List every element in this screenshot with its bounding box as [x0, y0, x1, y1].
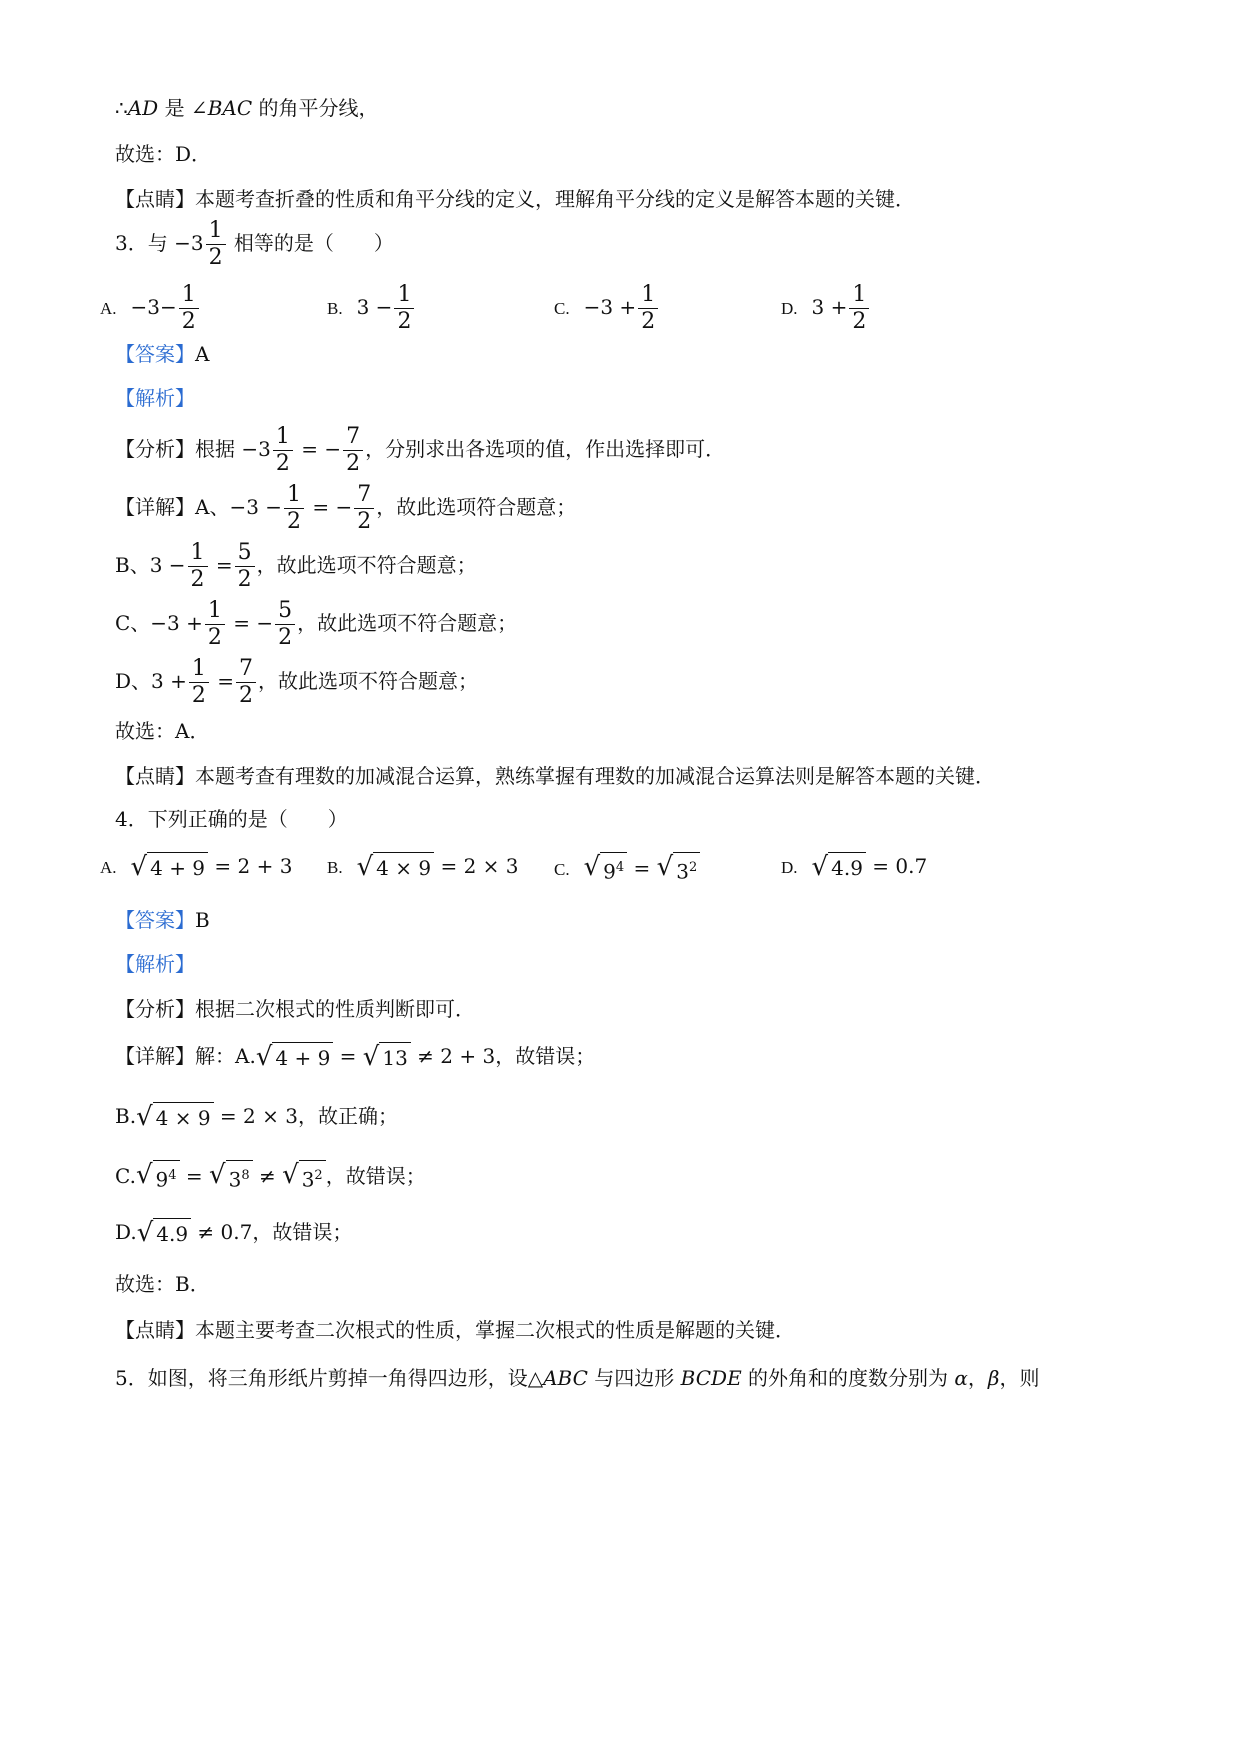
fenxi-q3: 【分析】根据 −3 $\frac{1}{2}$ = − $\frac{7}{2}$ ，分别求出各选项的值，作出选择即可． [115, 424, 726, 476]
fraction: $\frac{1}{2}$ [205, 598, 225, 651]
fraction: $\frac{7}{2}$ [354, 482, 374, 535]
q4-option-c: C. √ $9^4$ = √ $3^2$ [554, 852, 700, 887]
question-3: 3．与 −3 $\frac{1}{2}$ 相等的是（ ） [115, 218, 394, 270]
question-4: 4．下列正确的是（ ） [115, 807, 348, 831]
analysis-tag-q4: 【解析】 [115, 952, 195, 976]
q4-option-d: D. √ 4.9 = 0.7 [781, 852, 928, 882]
answer-q4: 【答案】B [115, 908, 210, 932]
sqrt: √ 4.9 [137, 1218, 191, 1249]
q3-option-a: A. −3− $\frac{1}{2}$ [100, 282, 201, 335]
sqrt: √ $9^4$ [584, 852, 628, 887]
sqrt: √ 4 + 9 [256, 1042, 334, 1073]
line-note-q2: 【点睛】本题考查折叠的性质和角平分线的定义，理解角平分线的定义是解答本题的关键． [115, 187, 915, 211]
answer-tag: 【答案】 [115, 908, 195, 932]
answer-q3: 【答案】A [115, 342, 210, 366]
sqrt: √ 4 + 9 [131, 852, 209, 883]
fraction: $\frac{1}{2}$ [188, 540, 208, 593]
q4-option-a: A. √ 4 + 9 = 2 + 3 [100, 852, 293, 882]
note-q4: 【点睛】本题主要考查二次根式的性质，掌握二次根式的性质是解题的关键． [115, 1318, 795, 1342]
sqrt: √ 4 × 9 [136, 1102, 214, 1133]
question-5: 5．如图，将三角形纸片剪掉一角得四边形，设△ABC 与四边形 BCDE 的外角和的度数分别为 α，β，则 [115, 1366, 1040, 1390]
sqrt: √ $3^2$ [657, 852, 701, 887]
analysis-tag-q3: 【解析】 [115, 386, 195, 410]
fenxi-q4: 【分析】根据二次根式的性质判断即可． [115, 997, 475, 1021]
fraction: $\frac{7}{2}$ [343, 424, 363, 477]
fraction: $\frac{1}{2}$ [189, 656, 209, 709]
choose-b: 故选：B． [115, 1272, 210, 1296]
line-choose-d: 故选：D． [115, 142, 212, 166]
xiangjie-q3-d: D、3 + $\frac{1}{2}$ = $\frac{7}{2}$ ，故此选项不符合题意； [115, 656, 478, 708]
therefore-symbol: ∴ [115, 96, 128, 120]
fraction: $\frac{1}{2}$ [284, 482, 304, 535]
sqrt: √ 4.9 [812, 852, 866, 883]
answer-tag: 【答案】 [115, 342, 195, 366]
fraction: $\frac{5}{2}$ [275, 598, 295, 651]
fraction: $\frac{1}{2}$ [273, 424, 293, 477]
q3-option-c: C. −3 + $\frac{1}{2}$ [554, 282, 660, 335]
xiangjie-q3-a: 【详解】A、−3 − $\frac{1}{2}$ = − $\frac{7}{2}$ ，故此选项符合题意； [115, 482, 577, 534]
note-tag: 【点睛】 [115, 187, 195, 211]
sqrt: √ $3^2$ [282, 1160, 326, 1195]
sqrt: √ $3^8$ [209, 1160, 253, 1195]
fraction: $\frac{5}{2}$ [235, 540, 255, 593]
xiangjie-q4-d: D. √ 4.9 ≠ 0.7，故错误； [115, 1218, 353, 1248]
line-conclusion: ∴AD 是 ∠BAC 的角平分线， [115, 96, 379, 120]
fraction: $\frac{7}{2}$ [236, 656, 256, 709]
fraction: $\frac{1}{2}$ [394, 282, 414, 335]
fraction: $\frac{1}{2}$ [849, 282, 869, 335]
q4-option-b: B. √ 4 × 9 = 2 × 3 [327, 852, 519, 882]
sqrt: √ 13 [363, 1042, 411, 1073]
fraction: $\frac{1}{2}$ [638, 282, 658, 335]
xiangjie-q4-b: B. √ 4 × 9 = 2 × 3，故正确； [115, 1102, 398, 1132]
xiangjie-q3-c: C、−3 + $\frac{1}{2}$ = − $\frac{5}{2}$ ，故此选项不符合题意； [115, 598, 518, 650]
choose-a: 故选：A． [115, 719, 210, 743]
q3-option-d: D. 3 + $\frac{1}{2}$ [781, 282, 871, 335]
fraction: $\frac{1}{2}$ [206, 218, 226, 271]
note-q3: 【点睛】本题考查有理数的加减混合运算，熟练掌握有理数的加减混合运算法则是解答本题的关键． [115, 764, 995, 788]
xiangjie-q4-c: C. √ $9^4$ = √ $3^8$ ≠ √ $3^2$ ，故错误； [115, 1160, 426, 1195]
xiangjie-q4-a: 【详解】解：A. √ 4 + 9 = √ 13 ≠ 2 + 3，故错误； [115, 1042, 596, 1072]
q3-option-b: B. 3 − $\frac{1}{2}$ [327, 282, 416, 335]
xiangjie-q3-b: B、3 − $\frac{1}{2}$ = $\frac{5}{2}$ ，故此选项不符合题意； [115, 540, 477, 592]
sqrt: √ 4 × 9 [357, 852, 435, 883]
sqrt: √ $9^4$ [136, 1160, 180, 1195]
fraction: $\frac{1}{2}$ [179, 282, 199, 335]
